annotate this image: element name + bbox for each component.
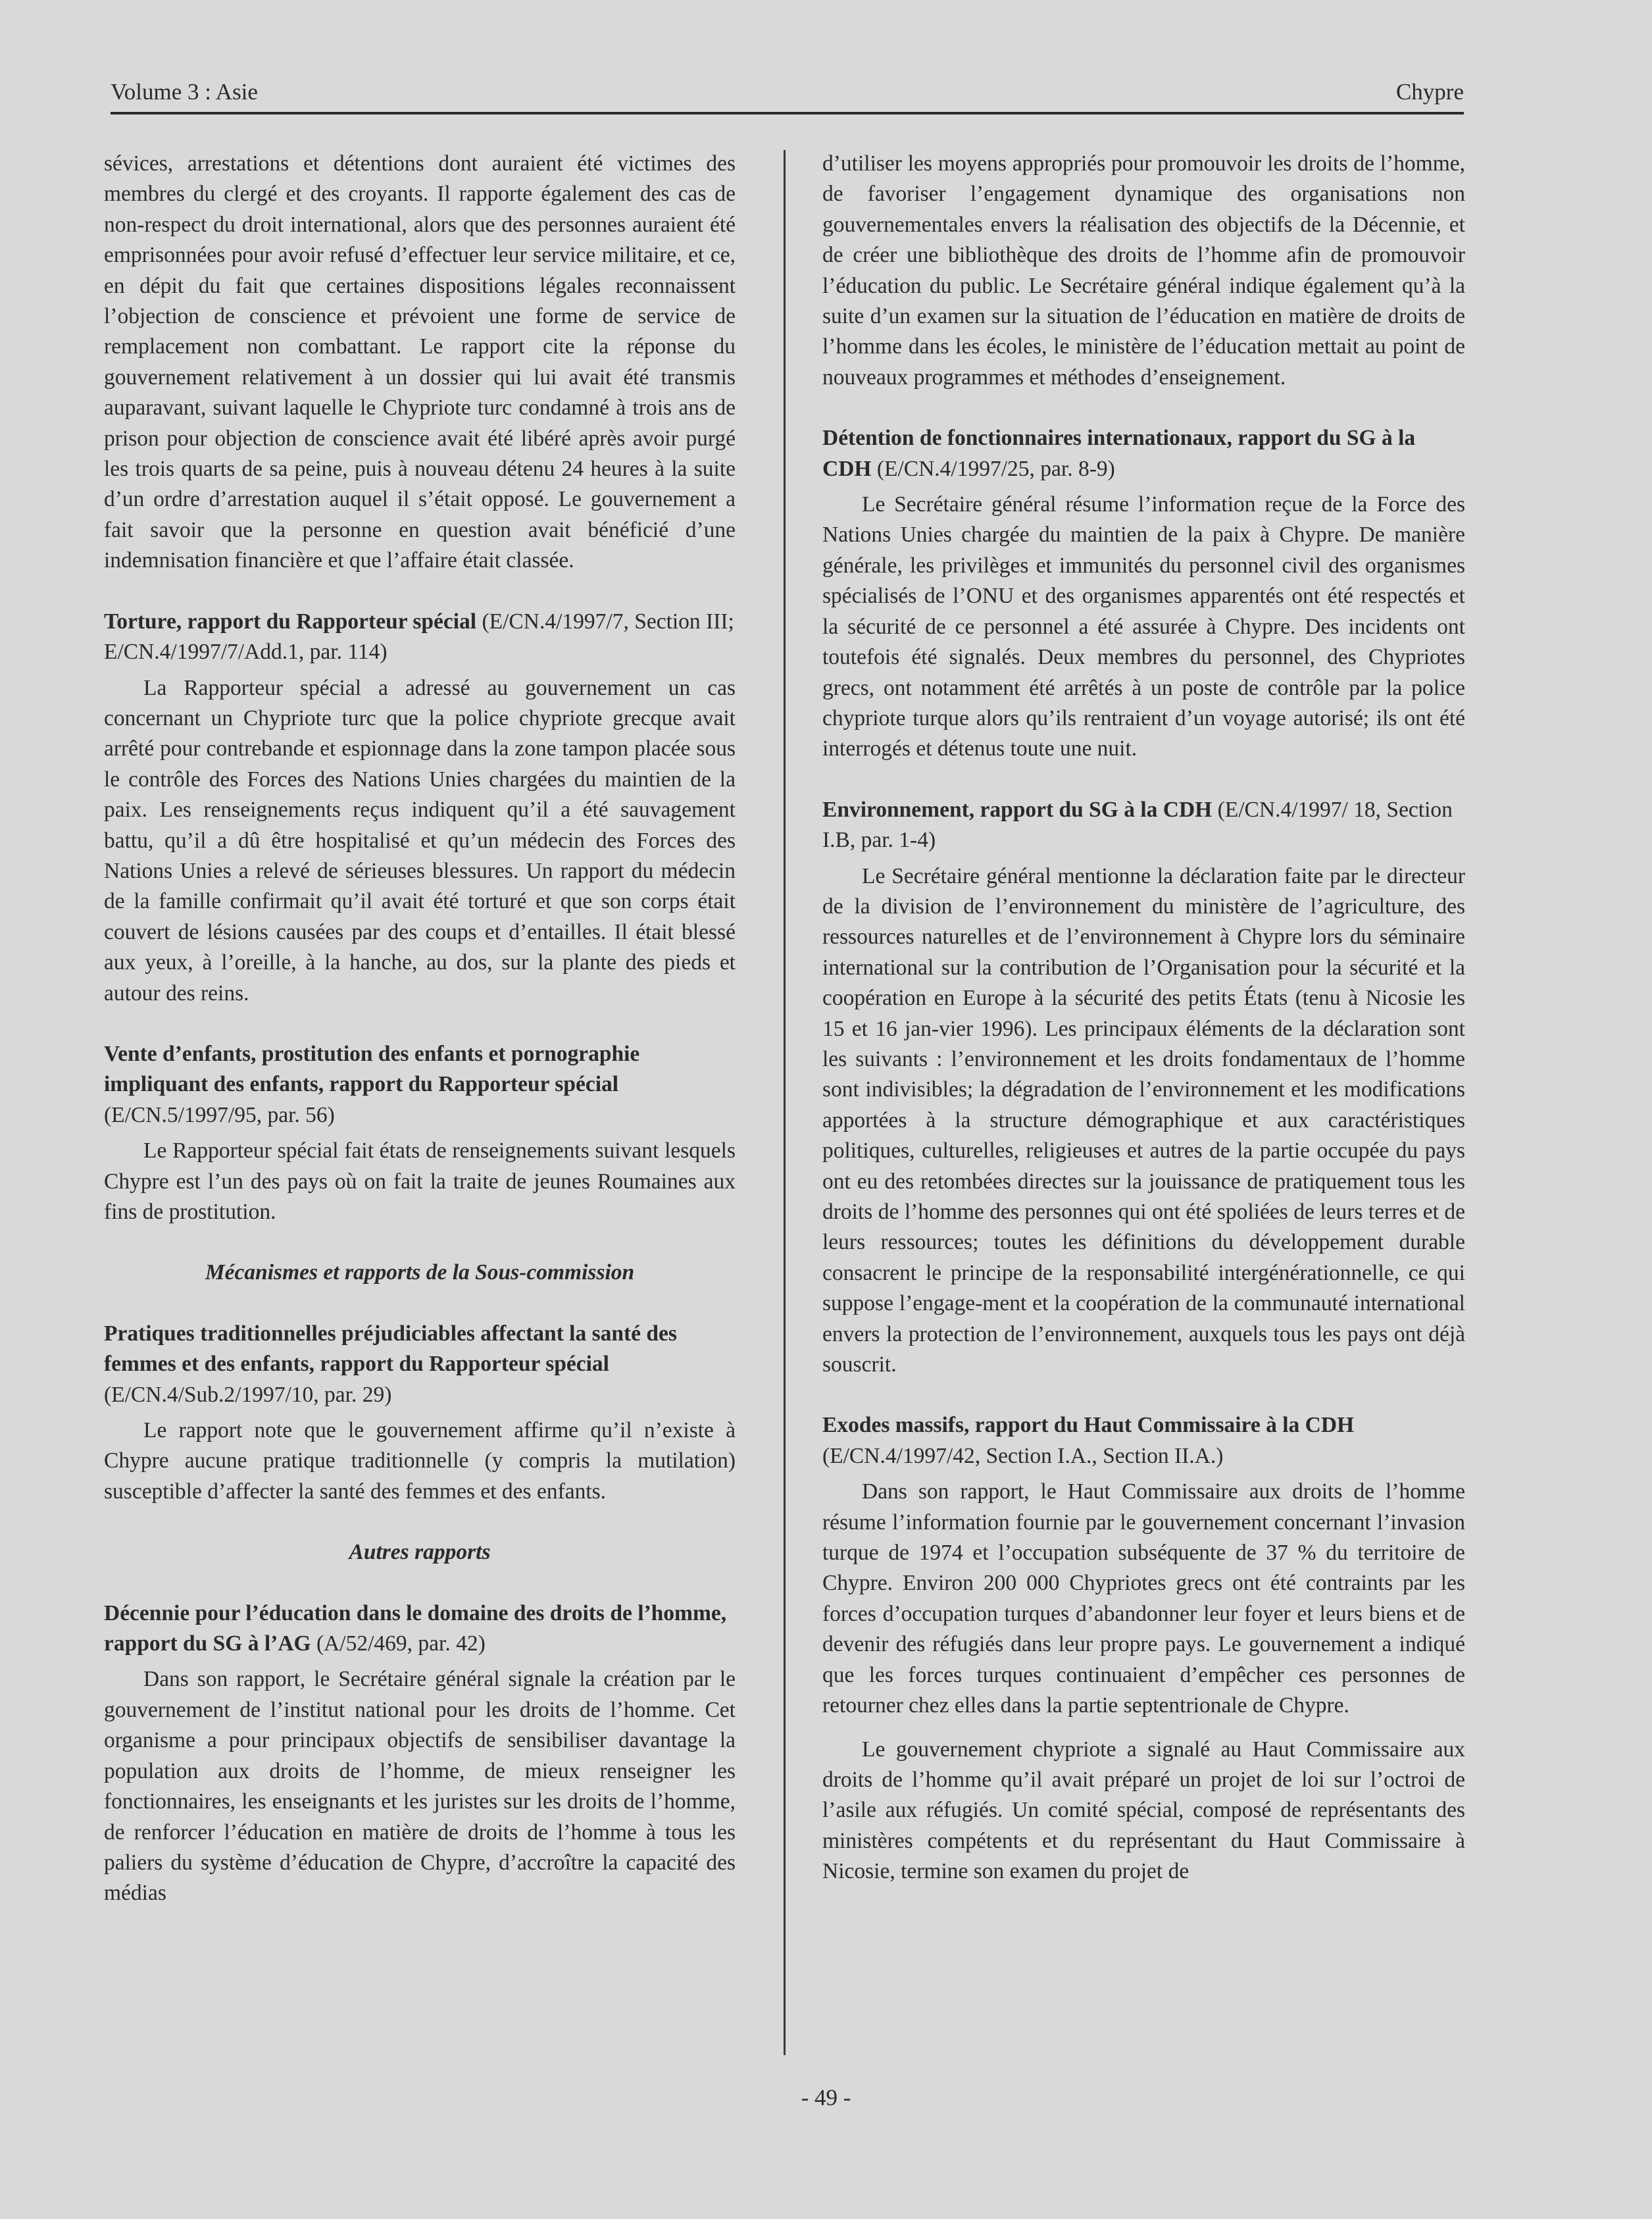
heading-detention-title: Détention de fonctionnaires internationaux, rapport du SG à la CDH bbox=[822, 426, 1416, 481]
paragraph-vente: Le Rapporteur spécial fait états de renseignements suivant lesquels Chypre est l’un des pays où on fait la traite de jeunes Roumaines aux fins de prostitution. bbox=[104, 1138, 736, 1224]
header-volume: Volume 3 : Asie bbox=[111, 79, 258, 105]
heading-exodes-title: Exodes massifs, rapport du Haut Commissaire à la CDH bbox=[822, 1413, 1355, 1438]
paragraph-exodes-2: Le gouvernement chypriote a signalé au Haut Commissaire aux droits de l’homme qu’il avait préparé un projet de loi sur l’octroi de l’asile aux réfugiés. Un comité spécial, composé de représentants des ministères compétents et du représentant du Haut Commissaire à Nicosie, termine son examen du projet de bbox=[822, 1737, 1465, 1884]
paragraph-intro: sévices, arrestations et détentions dont auraient été victimes des membres du clergé et des croyants. Il rapporte également des cas de non-respect du droit international, alors que des personnes auraient été emprisonnées pour avoir refusé d’effectuer leur service militaire, et ce, en dépit du fait que certaines dispositions légales reconnaissent l’objection de conscience et prévoient une forme de service de remplacement non combattant. Le rapport cite la réponse du gouvernement relativement à un dossier qui lui avait été transmis auparavant, suivant laquelle le Chypriote turc condamné à trois ans de prison pour objection de conscience avait été libéré après avoir purgé les trois quarts de sa peine, puis à nouveau détenu 24 heures à la suite d’un ordre d’arrestation auquel il s’était opposé. Le gouvernement a fait savoir que la personne en question avait bénéficié d’une indemnisation financière et que l’affaire était classée. bbox=[104, 151, 736, 573]
paragraph-torture: La Rapporteur spécial a adressé au gouvernement un cas concernant un Chypriote turc que la police chypriote grecque avait arrêté pour contrebande et espionnage dans la zone tampon placée sous le contrôle des Forces des Nations Unies chargées du maintien de la paix. Les renseignements reçus indiquent qu’il a été sauvagement battu, qu’il a dû être hospitalisé et qu’un médecin des Forces des Nations Unies a relevé de sérieuses blessures. Un rapport du médecin de la famille confirmait qu’il avait été torturé et que son corps était couvert de lésions causées par des coups et d’entailles. Il était blessé aux yeux, à l’oreille, à la hanche, au dos, sur la plante des pieds et autour des reins. bbox=[104, 675, 736, 1006]
heading-environnement bbox=[822, 795, 1465, 856]
column-divider bbox=[784, 150, 786, 2055]
heading-detention-ref: (E/CN.4/1997/25, par. 8-9) bbox=[871, 456, 1115, 481]
heading-pratiques bbox=[104, 1319, 736, 1410]
heading-decennie bbox=[104, 1598, 736, 1660]
header-country: Chypre bbox=[1395, 79, 1464, 105]
paragraph-environnement: Le Secrétaire général mentionne la déclaration faite par le directeur de la division de l’environnement du ministère de l’agriculture, des ressources naturelles et de l’environnement à Chypre lors du séminaire international sur la contribution de l’Organisation pour la sécurité et la coopération en Europe à la sécurité des petits États (tenu à Nicosie les 15 et 16 jan-vier 1996). Les principaux éléments de la déclaration sont les suivants : l’environnement et les droits fondamentaux de l’homme sont indivisibles; la dégradation de l’environnement et les modifications apportées à la structure démographique et aux caractéristiques politiques, culturelles, religieuses et autres de la partie occupée du pays ont eu des retombées directes sur la jouissance de pratiquement tous les droits de l’homme des personnes qui ont été spoliées de leurs terres et de leurs ressources; toutes les définitions du développement durable consacrent le principe de la responsabilité intergénérationnelle, ce qui suppose l’engage-ment et la coopération de la communauté international envers la protection de l’environnement, auxquels tous les pays ont déjà souscrit. bbox=[822, 863, 1465, 1377]
heading-decennie-ref: (A/52/469, par. 42) bbox=[311, 1631, 486, 1656]
heading-environnement-title: Environnement, rapport du SG à la CDH bbox=[822, 797, 1213, 822]
page-number: - 49 - bbox=[801, 2085, 851, 2110]
heading-vente-title: Vente d’enfants, prostitution des enfants et pornographie impliquant des enfants, rapport du Rapporteur spécial bbox=[104, 1041, 640, 1097]
heading-exodes bbox=[822, 1410, 1465, 1471]
right-column bbox=[822, 149, 1465, 1887]
heading-decennie-title: Décennie pour l’éducation dans le domaine des droits de l’homme, rapport du SG à l’AG bbox=[104, 1600, 727, 1656]
heading-pratiques-ref: (E/CN.4/Sub.2/1997/10, par. 29) bbox=[104, 1382, 392, 1407]
subtitle-autres: Autres rapports bbox=[349, 1540, 491, 1565]
heading-pratiques-title: Pratiques traditionnelles préjudiciables affectant la santé des femmes et des enfants, rapport du Rapporteur spécial bbox=[104, 1321, 677, 1377]
heading-vente-ref: (E/CN.5/1997/95, par. 56) bbox=[104, 1102, 335, 1127]
paragraph-decennie-continued: d’utiliser les moyens appropriés pour promouvoir les droits de l’homme, de favoriser l’engagement dynamique des organisations non gouvernementales envers la réalisation des objectifs de la Décennie, et de créer une bibliothèque des droits de l’homme afin de promouvoir l’éducation du public. Le Secrétaire général indique également qu’à la suite d’un examen sur la situation de l’éducation en matière de droits de l’homme dans les écoles, le ministère de l’éducation mettait au point de nouveaux programmes et méthodes d’enseignement. bbox=[822, 151, 1465, 390]
paragraph-decennie: Dans son rapport, le Secrétaire général signale la création par le gouvernement de l’institut national pour les droits de l’homme. Cet organisme a pour principaux objectifs de sensibiliser davantage la population aux droits de l’homme, de mieux renseigner les fonctionnaires, les enseignants et les juristes sur les droits de l’homme, de renforcer l’éducation en matière de droits de l’homme à tous les paliers du système d’éducation de Chypre, d’accroître la capacité des médias bbox=[104, 1667, 736, 1906]
heading-environnement-ref: (E/CN.4/1997/ 18, Section I.B, par. 1-4) bbox=[822, 797, 1453, 853]
heading-detention bbox=[822, 423, 1465, 484]
paragraph-pratiques: Le rapport note que le gouvernement affirme qu’il n’existe à Chypre aucune pratique traditionnelle (y compris la mutilation) susceptible d’affecter la santé des femmes et des enfants. bbox=[104, 1418, 736, 1504]
heading-torture-title: Torture, rapport du Rapporteur spécial bbox=[104, 609, 477, 634]
paragraph-detention: Le Secrétaire général résume l’information reçue de la Force des Nations Unies chargée du maintien de la paix à Chypre. De manière générale, les privilèges et immunités du personnel civil des organismes spécialisés de l’ONU et des organismes apparentés ont été respectés et la sécurité de ce personnel a été assurée à Chypre. Des incidents ont toutefois été signalés. Deux membres du personnel, des Chypriotes grecs, ont notamment été arrêtés à un poste de contrôle par la police chypriote turque alors qu’ils rentraient d’un voyage autorisé; ils ont été interrogés et détenus toute une nuit. bbox=[822, 492, 1465, 761]
heading-vente bbox=[104, 1039, 736, 1131]
heading-torture-ref: (E/CN.4/1997/7, Section III; E/CN.4/1997/7/Add.1, par. 114) bbox=[104, 609, 734, 665]
running-header bbox=[111, 72, 1464, 115]
paragraph-exodes-1: Dans son rapport, le Haut Commissaire aux droits de l’homme résume l’information fournie par le gouvernement concernant l’invasion turque de 1974 et l’occupation subséquente de 37 % du territoire de Chypre. Environ 200 000 Chypriotes grecs ont été contraints par les forces d’occupation turques d’abandonner leur foyer et leurs biens et de devenir des réfugiés dans leur propre pays. Le gouvernement a indiqué que les forces turques continuaient d’empêcher ces personnes de retourner chez elles dans la partie septentrionale de Chypre. bbox=[822, 1479, 1465, 1718]
heading-torture bbox=[104, 607, 736, 668]
subtitle-mecanismes: Mécanismes et rapports de la Sous-commission bbox=[205, 1260, 635, 1285]
left-column bbox=[104, 149, 736, 1909]
heading-exodes-ref: (E/CN.4/1997/42, Section I.A., Section II.A.) bbox=[822, 1443, 1224, 1468]
